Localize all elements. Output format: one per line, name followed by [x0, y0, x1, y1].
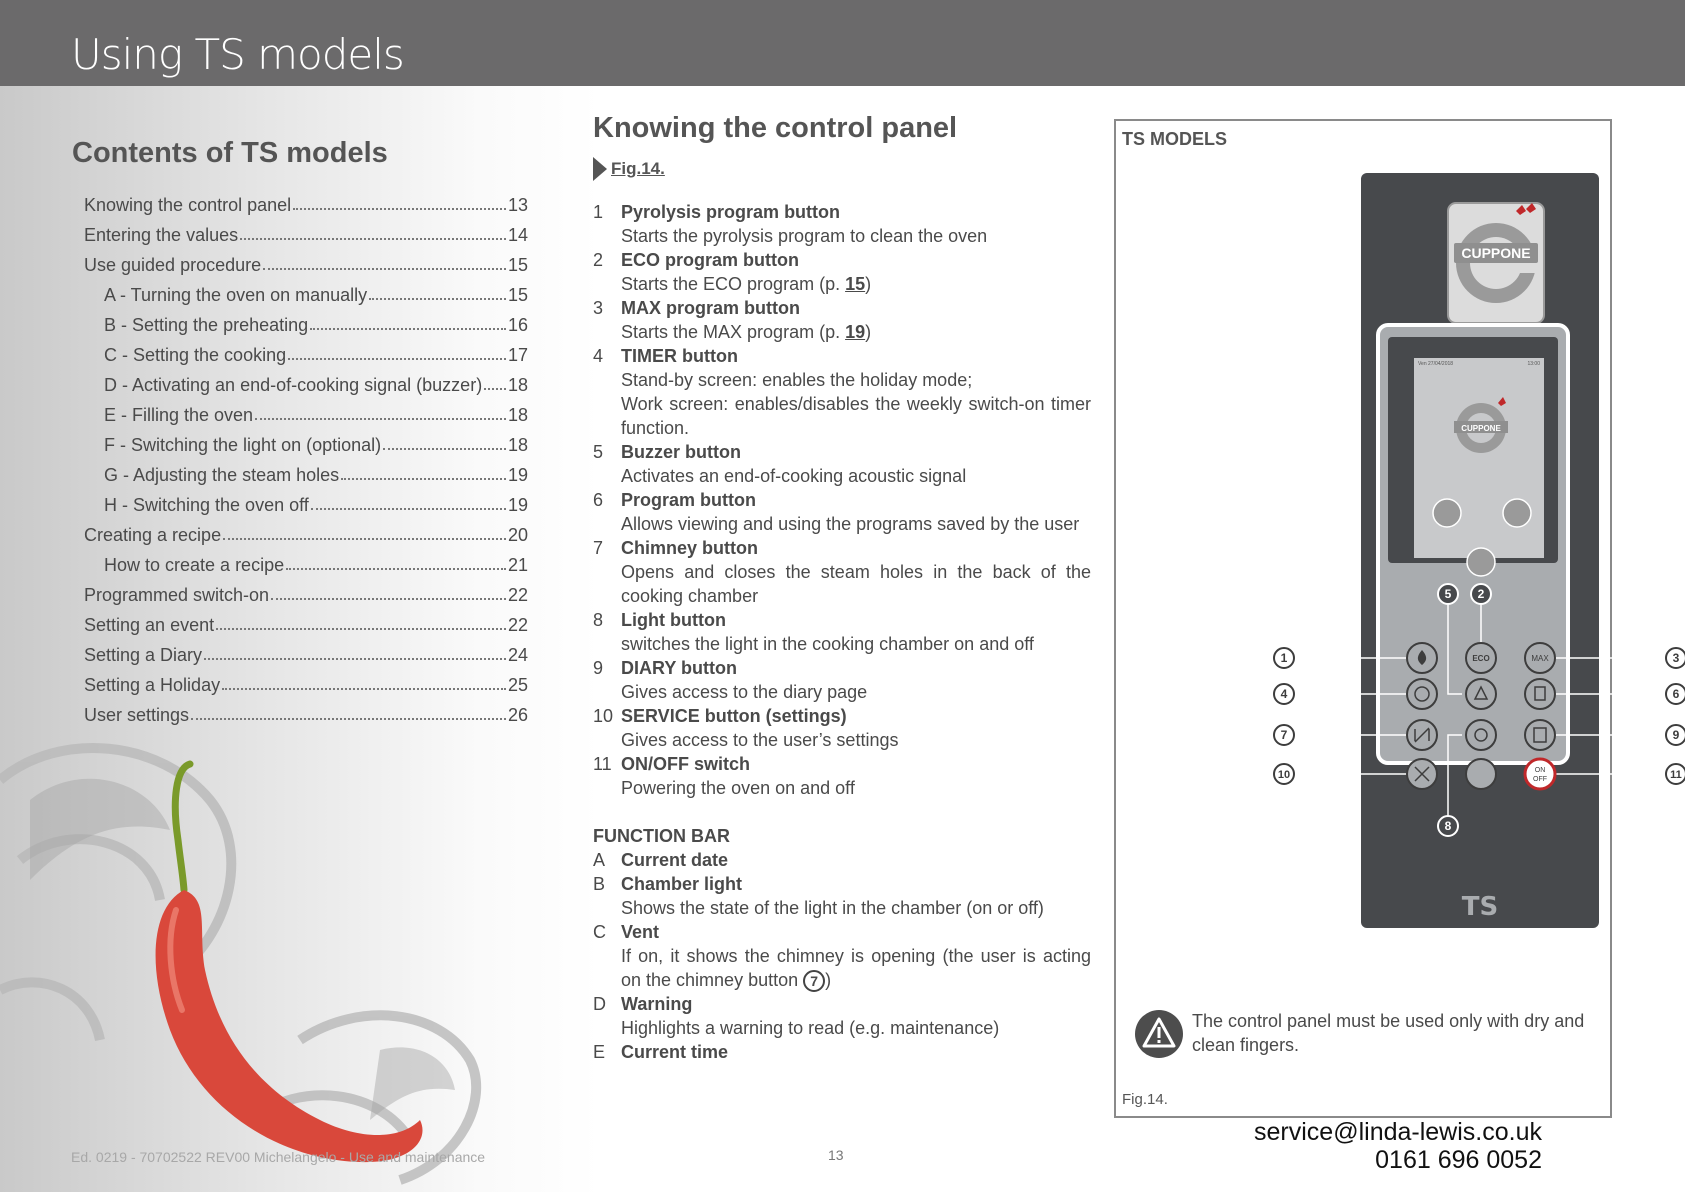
screen-logo-text: CUPPONE: [1461, 424, 1501, 433]
legend-item-description: switches the light in the cooking chamber on and off: [621, 634, 1034, 654]
contents-title: Contents of TS models: [72, 137, 388, 169]
model-label: TS: [1461, 892, 1499, 922]
toc-entry-label: Setting a Diary: [84, 645, 203, 665]
function-bar-description: [621, 944, 1091, 992]
toc-leader-dots: [263, 268, 506, 270]
callout-3: 3: [1672, 651, 1680, 665]
legend-item: [593, 656, 1091, 704]
toc-entry-label: Use guided procedure: [84, 255, 262, 275]
legend-item-description: [621, 272, 1091, 296]
page-title: Using TS models: [71, 30, 404, 79]
description-text: ): [865, 274, 872, 294]
callout-10: 10: [1277, 769, 1291, 781]
legend-item-number: 1: [593, 202, 604, 222]
toc-entry-page: 17: [507, 345, 528, 365]
legend-item-name: Chimney button: [621, 538, 758, 558]
toc-leader-dots: [484, 388, 506, 390]
function-bar-letter: B: [593, 874, 606, 894]
toc-leader-dots: [255, 418, 506, 420]
toc-entry-page: 24: [507, 645, 528, 665]
callout-2: 2: [1477, 587, 1485, 601]
toc-entry-page: 13: [507, 195, 528, 215]
function-bar-name: Warning: [621, 994, 693, 1014]
page-number: 13: [828, 1147, 844, 1163]
toc-leader-dots: [311, 508, 506, 510]
legend-item-body: [621, 296, 1091, 344]
page-header: [0, 0, 1685, 86]
section-title: Knowing the control panel: [593, 112, 958, 144]
legend-item-number: 7: [593, 538, 604, 558]
legend-item: [593, 536, 1091, 608]
function-bar-letter: A: [593, 850, 606, 870]
footer-edition: Ed. 0219 - 70702522 REV00 Michelangelo - Use and maintenance: [71, 1149, 486, 1165]
toc-entry[interactable]: [84, 426, 528, 456]
toc-entry[interactable]: [84, 276, 528, 306]
toc-leader-dots: [288, 358, 506, 360]
callout-6: 6: [1672, 687, 1680, 701]
legend-item: [593, 200, 1091, 248]
toc-leader-dots: [310, 328, 506, 330]
function-bar-letter: E: [593, 1042, 606, 1062]
contact-email[interactable]: service@linda-lewis.co.uk: [1254, 1118, 1542, 1146]
function-bar-item: [593, 872, 1091, 920]
description-text: Starts the ECO program (p.: [621, 274, 846, 294]
legend-item-description: [621, 320, 1091, 344]
function-bar-name: Current date: [621, 850, 729, 870]
toc-leader-dots: [293, 208, 506, 210]
toc-entry-page: 22: [507, 585, 528, 605]
toc-leader-dots: [222, 688, 506, 690]
description-text: ): [825, 970, 832, 990]
legend-item: [593, 344, 1091, 440]
toc-entry[interactable]: [84, 486, 528, 516]
toc-leader-dots: [240, 238, 506, 240]
legend-item-description: Allows viewing and using the programs saved by the user: [621, 514, 1080, 534]
callout-9: 9: [1672, 728, 1680, 742]
toc-entry-page: 18: [507, 405, 528, 425]
toc-leader-dots: [204, 658, 506, 660]
toc-entry-label: Creating a recipe: [84, 525, 222, 545]
toc-entry-page: 16: [507, 315, 528, 335]
function-bar-body: [621, 992, 1091, 1040]
toc-entry[interactable]: [84, 516, 528, 546]
toc-entry-label: How to create a recipe: [104, 555, 285, 575]
legend-item-number: 3: [593, 298, 604, 318]
figure-reference[interactable]: [593, 157, 665, 181]
legend-item: [593, 248, 1091, 296]
legend-item-description: Gives access to the diary page: [621, 682, 868, 702]
legend-item-name: DIARY button: [621, 658, 737, 678]
legend-item-name: ECO program button: [621, 250, 799, 270]
legend-item-body: [621, 200, 1091, 248]
legend-item-name: Light button: [621, 610, 726, 630]
legend-item-description: Opens and closes the steam holes in the back of the cooking chamber: [621, 562, 1091, 606]
callout-11: 11: [1670, 769, 1682, 781]
callout-7: 7: [1280, 728, 1288, 742]
function-bar-item: [593, 848, 1091, 872]
legend-item-body: [621, 752, 1091, 800]
function-bar-name: Chamber light: [621, 874, 743, 894]
toc-leader-dots: [271, 598, 506, 600]
function-bar-body: [621, 848, 1091, 872]
toc-leader-dots: [369, 298, 506, 300]
toc-leader-dots: [341, 478, 506, 480]
legend-item: [593, 296, 1091, 344]
toc-entry-page: 15: [507, 255, 528, 275]
toc-entry[interactable]: [84, 576, 528, 606]
toc-entry-page: 19: [507, 465, 528, 485]
toc-entry-label: F - Switching the light on (optional): [104, 435, 382, 455]
warning-triangle-icon: [1134, 1009, 1184, 1059]
function-bar-letter: D: [593, 994, 606, 1014]
toc-leader-dots: [223, 538, 506, 540]
toc-entry-label: B - Setting the preheating: [104, 315, 309, 335]
description-text: ): [865, 322, 872, 342]
toc-entry-label: Setting an event: [84, 615, 215, 635]
toc-leader-dots: [216, 628, 506, 630]
toc-entry-label: E - Filling the oven: [104, 405, 254, 425]
toc-leader-dots: [191, 718, 506, 720]
function-bar-description: Highlights a warning to read (e.g. maintenance): [621, 1018, 1000, 1038]
control-panel-illustration: [1248, 173, 1682, 943]
legend-item-name: ON/OFF switch: [621, 754, 751, 774]
legend-item-body: [621, 704, 1091, 752]
contact-info: [1150, 1118, 1542, 1174]
chimney-button-ref: 7: [803, 970, 825, 992]
legend-item-body: [621, 248, 1091, 296]
toc-entry-page: 14: [507, 225, 528, 245]
screen-date: Ven 27/04/2018: [1418, 361, 1454, 367]
callout-8: 8: [1444, 819, 1452, 833]
toc-entry-page: 26: [507, 705, 528, 725]
toc-entry[interactable]: [84, 366, 528, 396]
legend-item-name: Pyrolysis program button: [621, 202, 841, 222]
function-bar-body: [621, 920, 1091, 992]
function-bar-description: Shows the state of the light in the chamber (on or off): [621, 898, 1044, 918]
legend-item-body: [621, 536, 1091, 608]
legend-item: [593, 704, 1091, 752]
legend-item-body: [621, 488, 1091, 536]
function-bar-letter: C: [593, 922, 606, 942]
chili-pepper-decoration: [0, 740, 600, 1192]
toc-entry[interactable]: [84, 216, 528, 246]
legend-item-name: SERVICE button (settings): [621, 706, 847, 726]
legend-item-body: [621, 608, 1091, 656]
toc-entry[interactable]: [84, 186, 528, 216]
toc-entry-label: Entering the values: [84, 225, 239, 245]
toc-entry[interactable]: [84, 396, 528, 426]
max-label: MAX: [1531, 654, 1549, 663]
brand-logo-text: CUPPONE: [1461, 245, 1531, 261]
toc-entry-label: User settings: [84, 705, 190, 725]
page-link[interactable]: 19: [845, 322, 866, 342]
eco-label: ECO: [1472, 654, 1490, 663]
toc-entry-label: C - Setting the cooking: [104, 345, 287, 365]
toc-leader-dots: [286, 568, 506, 570]
off-label: OFF: [1533, 776, 1547, 783]
toc-entry-label: Knowing the control panel: [84, 195, 292, 215]
legend-item-body: [621, 344, 1091, 440]
legend-item-number: 9: [593, 658, 604, 678]
function-bar-body: [621, 872, 1091, 920]
callout-1: 1: [1280, 651, 1288, 665]
toc-entry-page: 19: [507, 495, 528, 515]
toc-entry-page: 18: [507, 435, 528, 455]
legend-item-description: Starts the pyrolysis program to clean the oven: [621, 226, 988, 246]
description-text: If on, it shows the chimney is opening (the user is acting on the chimney button: [621, 946, 1091, 990]
toc-entry[interactable]: [84, 246, 528, 276]
function-bar-name: Current time: [621, 1042, 729, 1062]
figure-title: TS MODELS: [1122, 129, 1228, 149]
figure-box: [1114, 119, 1682, 1118]
function-bar-item: [593, 1040, 1091, 1064]
legend-item-description-2: Work screen: enables/disables the weekly switch-on timer function.: [621, 394, 1091, 438]
toc-entry-label: Setting a Holiday: [84, 675, 221, 695]
description-text: Starts the MAX program (p.: [621, 322, 846, 342]
page-link[interactable]: 15: [845, 274, 866, 294]
toc-entry-label: D - Activating an end-of-cooking signal (buzzer): [104, 375, 483, 395]
legend-item-name: TIMER button: [621, 346, 738, 366]
screen-time: 13:00: [1527, 361, 1540, 367]
legend-item: [593, 608, 1091, 656]
toc-leader-dots: [383, 448, 506, 450]
legend-item-description: Stand-by screen: enables the holiday mode;: [621, 370, 973, 390]
toc-entry-page: 20: [507, 525, 528, 545]
legend-item-description: Powering the oven on and off: [621, 778, 855, 798]
toc-entry-page: 15: [507, 285, 528, 305]
toc-entry[interactable]: [84, 606, 528, 636]
toc-entry-page: 25: [507, 675, 528, 695]
legend-item-number: 6: [593, 490, 604, 510]
contents-list: [84, 186, 528, 726]
contact-phone[interactable]: 0161 696 0052: [1375, 1146, 1542, 1174]
function-bar-name: Vent: [621, 922, 660, 942]
toc-entry-page: 18: [507, 375, 528, 395]
legend-item-number: 10: [593, 706, 614, 726]
legend-item: [593, 488, 1091, 536]
toc-entry-label: H - Switching the oven off: [104, 495, 309, 515]
legend-item-description: Activates an end-of-cooking acoustic signal: [621, 466, 967, 486]
toc-entry[interactable]: [84, 456, 528, 486]
callout-4: 4: [1280, 687, 1288, 701]
function-bar-title: FUNCTION BAR: [593, 826, 730, 846]
legend-item-number: 11: [593, 754, 612, 774]
toc-entry-label: Programmed switch-on: [84, 585, 270, 605]
toc-entry[interactable]: [84, 696, 528, 726]
legend-item-body: [621, 440, 1091, 488]
legend-item-number: 5: [593, 442, 604, 462]
legend-item-name: MAX program button: [621, 298, 800, 318]
toc-entry[interactable]: [84, 306, 528, 336]
figure-reference-link[interactable]: Fig.14.: [611, 159, 665, 178]
legend-item-name: Buzzer button: [621, 442, 741, 462]
on-label: ON: [1534, 767, 1546, 774]
warning-note: [1134, 1009, 1604, 1059]
toc-entry-page: 21: [507, 555, 528, 575]
toc-entry-label: A - Turning the oven on manually: [104, 285, 368, 305]
legend-item-description: Gives access to the user’s settings: [621, 730, 899, 750]
legend-item-name: Program button: [621, 490, 756, 510]
triangle-arrow-icon: [593, 157, 607, 181]
function-bar-item: [593, 992, 1091, 1040]
toc-entry[interactable]: [84, 666, 528, 696]
toc-entry-page: 22: [507, 615, 528, 635]
legend-item-body: [621, 656, 1091, 704]
legend-item-number: 8: [593, 610, 604, 630]
callout-5: 5: [1444, 587, 1452, 601]
figure-caption: Fig.14.: [1122, 1091, 1168, 1108]
toc-entry[interactable]: [84, 636, 528, 666]
legend-item: [593, 752, 1091, 800]
toc-entry[interactable]: [84, 546, 528, 576]
warning-text: The control panel must be used only with dry and clean fingers.: [1192, 1011, 1585, 1055]
function-bar-body: [621, 1040, 1091, 1064]
legend-item-number: 2: [593, 250, 604, 270]
legend-item-number: 4: [593, 346, 604, 366]
control-panel-legend: [593, 200, 1091, 1064]
legend-item: [593, 440, 1091, 488]
toc-entry-label: G - Adjusting the steam holes: [104, 465, 340, 485]
toc-entry[interactable]: [84, 336, 528, 366]
function-bar-item: [593, 920, 1091, 992]
